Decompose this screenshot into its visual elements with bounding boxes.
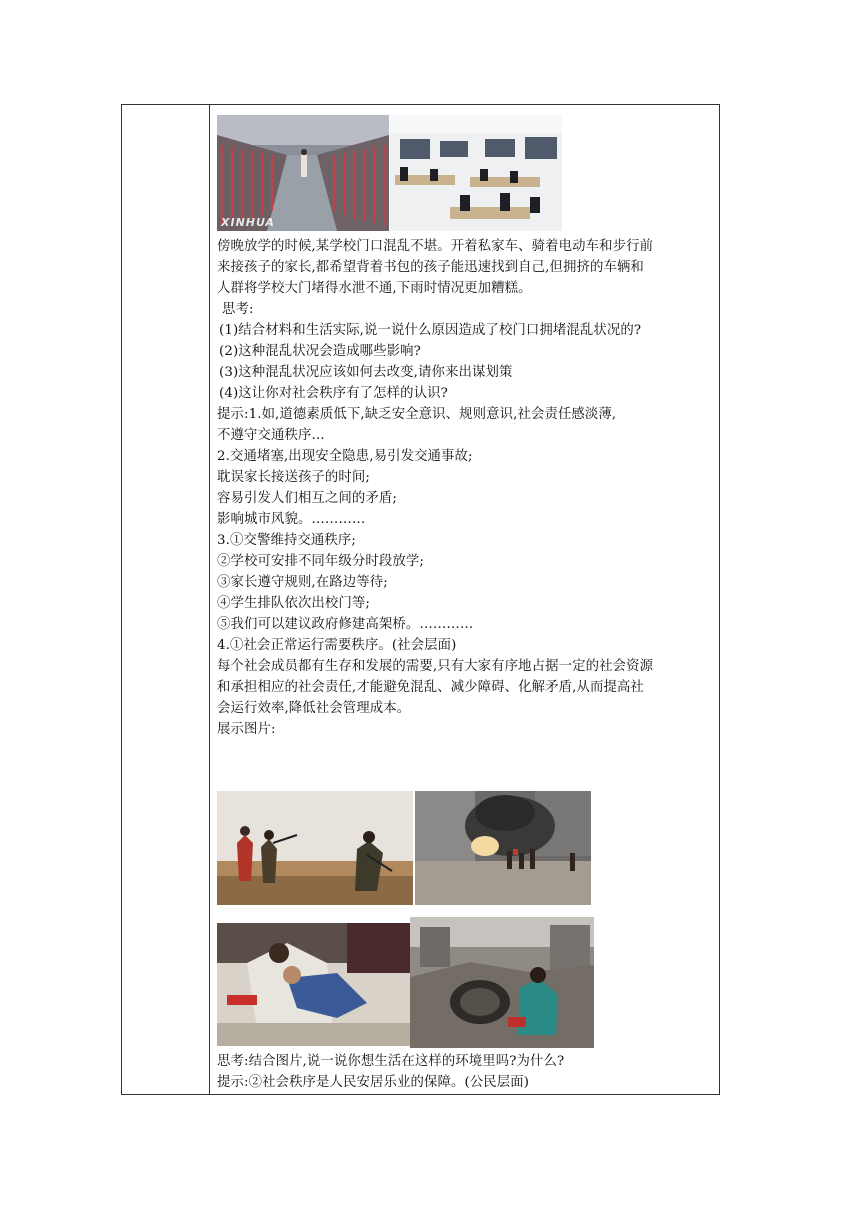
ruins-girl-photo — [410, 917, 594, 1048]
answer-line: 会运行效率,降低社会管理成本。 — [217, 701, 411, 716]
paragraph-line: 来接孩子的家长,都希望背着书包的孩子能迅速找到自己,但拥挤的车辆和 — [217, 260, 644, 275]
answer-line: ⑤我们可以建议政府修建高架桥。………… — [217, 617, 474, 632]
answer-line: 4.①社会正常运行需要秩序。(社会层面) — [217, 638, 457, 653]
bombing-photo — [415, 791, 591, 905]
answer-line: 提示:1.如,道德素质低下,缺乏安全意识、规则意识,社会责任感淡薄, — [217, 407, 617, 422]
paragraph-line: 人群将学校大门堵得水泄不通,下雨时情况更加糟糕。 — [217, 281, 532, 296]
answer-line: 不遵守交通秩序… — [217, 428, 325, 443]
show-pictures-label: 展示图片: — [217, 722, 276, 737]
answer-line: 每个社会成员都有生存和发展的需要,只有大家有序地占据一定的社会资源 — [217, 659, 654, 674]
think-question-2: 思考:结合图片,说一说你想生活在这样的环境里吗?为什么? — [217, 1054, 565, 1069]
answer-line: 耽误家长接送孩子的时间; — [217, 470, 371, 485]
answer-line: 和承担相应的社会责任,才能避免混乱、减少障碍、化解矛盾,从而提高社 — [217, 680, 644, 695]
question-2: (2)这种混乱状况会造成哪些影响? — [219, 344, 421, 359]
lesson-table — [121, 104, 720, 1095]
paragraph-line: 傍晚放学的时候,某学校门口混乱不堪。开着私家车、骑着电动车和步行前 — [217, 239, 654, 254]
answer-line: ②学校可安排不同年级分时段放学; — [217, 554, 424, 569]
answer-line: ③家长遵守规则,在路边等待; — [217, 575, 388, 590]
answer-line: 容易引发人们相互之间的矛盾; — [217, 491, 397, 506]
fighters-photo — [217, 791, 413, 905]
answer-line: 影响城市风貌。………… — [217, 512, 366, 527]
factory-photo — [217, 115, 389, 231]
hint-2: 提示:②社会秩序是人民安居乐业的保障。(公民层面) — [217, 1075, 530, 1090]
watermark-text: XINHUA — [221, 216, 275, 229]
question-3: (3)这种混乱状况应该如何去改变,请你来出谋划策 — [219, 365, 513, 380]
answer-line: 2.交通堵塞,出现安全隐患,易引发交通事故; — [217, 449, 473, 464]
question-1: (1)结合材料和生活实际,说一说什么原因造成了校门口拥堵混乱状况的? — [219, 323, 642, 338]
answer-line: 3.①交警维持交通秩序; — [217, 533, 357, 548]
question-4: (4)这让你对社会秩序有了怎样的认识? — [219, 386, 448, 401]
column-divider — [209, 105, 210, 1094]
think-label: 思考: — [222, 302, 254, 317]
library-photo — [390, 115, 562, 231]
wounded-child-photo — [217, 923, 412, 1046]
answer-line: ④学生排队依次出校门等; — [217, 596, 371, 611]
